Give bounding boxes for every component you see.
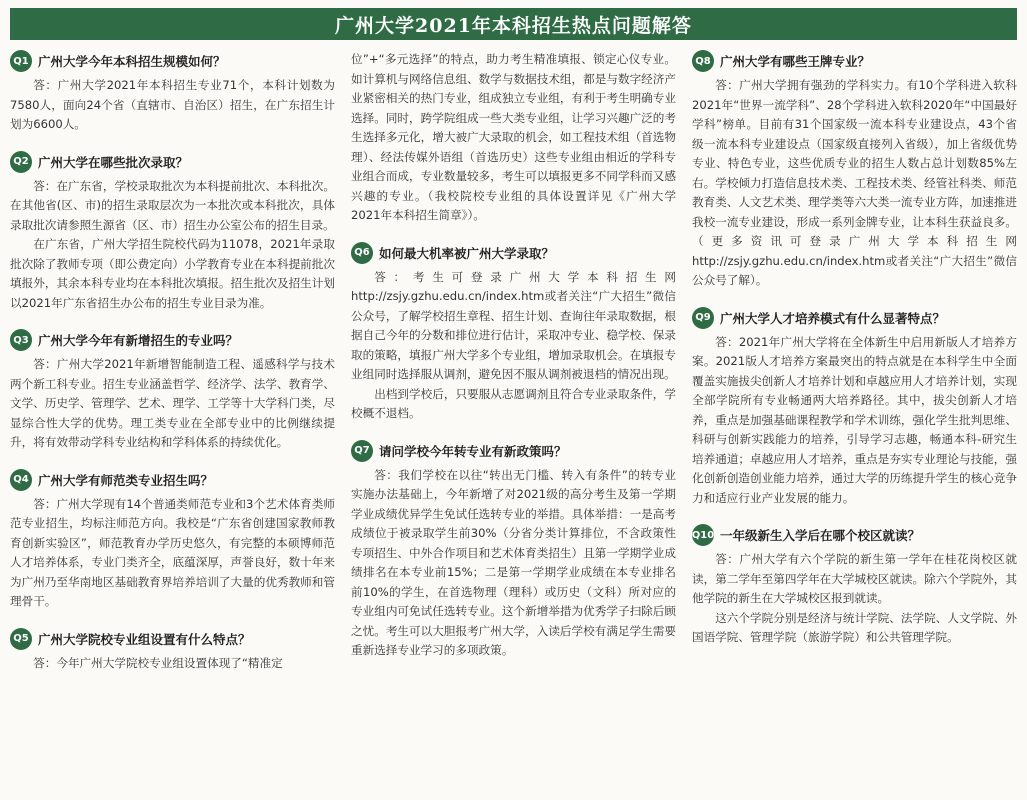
qa-item-q9: [692, 307, 1017, 509]
question-number-badge: Q8: [692, 50, 714, 72]
question-number-badge: Q9: [692, 307, 714, 329]
answer-text: 答：广州大学拥有强劲的学科实力。有10个学科进入软科2021年“世界一流学科”、28个学科进入软科2020年“中国最好学科”榜单。目前有31个国家级一流本科专业建设点，43个省级一流本科专业建设点（国家级直接列入省级），加上省级优势专业、特色专业，这些优质专业的招生人数占总计划数85%左右。学校倾力打造信息技术类、工程技术类、经管社科类、师范教育类、人文艺术类、理学类等六大类一流专业方阵，加速推进我校一流专业建设，形成一系列金牌专业，让本科生获益良多。（更多资讯可登录广州大学本科招生网http://zsjy.gzhu.edu.cn/index.htm或者关注“广大招生”微信公众号了解）。: [692, 78, 1017, 287]
answer-text: 答：在广东省，学校录取批次为本科提前批次、本科批次。在其他省(区、市)的招生录取层次为一本批次或本科批次，具体录取批次请参照生源省（区、市）招生办公室公布的招生目录。: [10, 178, 335, 232]
answer: [10, 495, 335, 612]
answer: [692, 550, 1017, 648]
qa-item-q4: [10, 469, 335, 612]
question-title: 广州大学今年有新增招生的专业吗？: [38, 333, 239, 348]
question-title: 广州大学有师范类专业招生吗？: [38, 472, 214, 488]
page-title: 广州大学2021年本科招生热点问题解答: [335, 14, 692, 37]
question-title: 广州大学院校专业组设置有什么特点？: [38, 631, 251, 647]
qa-item-q1: [10, 50, 335, 135]
answer-text-2: 这六个学院分别是经济与统计学院、法学院、人文学院、外国语学院、管理学院（旅游学院）和公共管理学院。: [692, 610, 1017, 644]
question-number-badge: Q5: [10, 628, 32, 650]
column-3: [692, 50, 1017, 689]
question-title: 广州大学有哪些王牌专业？: [720, 54, 871, 69]
question-title: 广州大学在哪些批次录取？: [38, 154, 189, 170]
question-number-badge: Q6: [351, 242, 373, 264]
qa-item-q7: [351, 440, 676, 661]
answer-continuation-q5: 位”+“多元选择”的特点，助力考生精准填报、锁定心仪专业。如计算机与网络信息组、数学与数据技术组，都是与数字经济产业紧密相关的热门专业，组成独立专业组，有利于考生明确专业选择。同时，跨学院组成一些大类专业组，让学习兴趣广泛的考生选择多元化，增大被广大录取的机会，如工程技术组（首选物理）、经法传媒外语组（首选历史）这些专业组由相近的学科专业组合而成，专业数量较多，考生可以填报更多不同学科而又感兴趣的专业。（我校院校专业组的具体设置详见《广州大学2021年本科招生简章》）。: [351, 52, 676, 222]
answer: [692, 76, 1017, 291]
question-title: 广州大学人才培养模式有什么显著特点？: [720, 310, 946, 326]
question-header: [10, 628, 335, 650]
question-header: [351, 440, 676, 462]
qa-item-q8: [692, 50, 1017, 291]
question-title: 请问学校今年转专业有新政策吗？: [379, 443, 567, 459]
question-number-badge: Q2: [10, 151, 32, 173]
question-header: [10, 50, 335, 72]
question-header: [10, 151, 335, 173]
answer: [351, 268, 676, 424]
question-title: 广州大学今年本科招生规模如何？: [38, 54, 226, 69]
question-header: [10, 329, 335, 351]
question-title: 一年级新生入学后在哪个校区就读？: [720, 528, 921, 543]
question-header: [351, 242, 676, 264]
column-1: [10, 50, 335, 689]
question-number-badge: Q7: [351, 440, 373, 462]
column-2: [351, 50, 676, 689]
page-banner: [10, 8, 1017, 40]
qa-item-q5: [10, 628, 335, 674]
qa-item-q10: [692, 524, 1017, 648]
question-header: [692, 50, 1017, 72]
question-number-badge: Q1: [10, 50, 32, 72]
answer: [692, 333, 1017, 509]
answer-text: 答：广州大学现有14个普通类师范专业和3个艺术体育类师范专业招生，均标注师范方向。我校是“广东省创建国家教师教育创新实验区”，师范教育办学历史悠久，有完整的本硕博师范人才培养体系，专业门类齐全，底蕴深厚，声誉良好，数十年来为广州乃至华南地区基础教育界培养培训了大量的优秀教师和管理骨干。: [10, 496, 335, 608]
answer: [10, 654, 335, 674]
question-number-badge: Q3: [10, 329, 32, 351]
answer: [351, 466, 676, 661]
answer-text: 答：我们学校在以往“转出无门槛、转入有条件”的转专业实施办法基础上，今年新增了对2021级的高分考生及第一学期学业成绩优异学生免试任选转专业的举措。具体举措：一是高考成绩位于被录取学生前30%（分省分类计算排位，不含政策性专项招生、中外合作项目和艺术体育类招生）且第一学期学业成绩排名在本专业前15%；二是第一学期学业成绩在本专业排名前10%的学生，在首选物理（理科）或历史（文科）所对应的专业组内可免试任选转专业。这个新增举措为优秀学子扫除后顾之忧。考生可以大胆报考广州大学，入读后学校有满足学生需要重新选择专业学习的多项政策。: [351, 467, 676, 657]
answer: [10, 177, 335, 314]
answer-text-2: 在广东省，广州大学招生院校代码为11078，2021年录取批次除了教师专项（即公费定向）小学教育专业在本科提前批次填报外，其余本科专业均在本科批次填报。招生批次及招生计划以2021年广东省招生办公布的招生专业目录为准。: [10, 237, 335, 310]
question-header: [10, 469, 335, 491]
article-columns: [10, 50, 1017, 689]
answer-text-2: 出档到学校后，只要服从志愿调剂且符合专业录取条件，学校概不退档。: [351, 386, 676, 420]
answer: [10, 76, 335, 135]
answer: [10, 355, 335, 453]
qa-item-q3: [10, 329, 335, 453]
answer-text: 答：广州大学2021年新增智能制造工程、遥感科学与技术两个新工科专业。招生专业涵盖哲学、经济学、法学、教育学、文学、历史学、管理学、艺术、理学、工学等十大学科门类，尽显综合性大学的优势。理工类专业在全部专业中的比例继续提升，将有效带动学科专业结构和学科体系的持续优化。: [10, 357, 335, 449]
question-number-badge: Q4: [10, 469, 32, 491]
answer-text: 答：考生可登录广州大学本科招生网http://zsjy.gzhu.edu.cn/index.htm或者关注“广大招生”微信公众号，了解学校招生章程、招生计划、查询往年录取数据，根据自己今年的分数和排位进行估计，采取冲专业、稳学校、保录取的策略，填报广州大学多个专业组，增加录取机会。在填报专业组同时选择服从调剂，避免因不服从调剂被退档的情况出现。: [351, 269, 676, 381]
qa-item-q6: [351, 242, 676, 424]
question-title: 如何最大机率被广州大学录取？: [379, 245, 555, 261]
question-header: [692, 307, 1017, 329]
question-header: [692, 524, 1017, 546]
qa-item-q2: [10, 151, 335, 314]
answer-text: 答：今年广州大学院校专业组设置体现了“精准定: [33, 655, 283, 670]
answer-text: 答：2021年广州大学将在全体新生中启用新版人才培养方案。2021版人才培养方案最突出的特点就是在本科学生中全面覆盖实施拔尖创新人才培养计划和卓越应用人才培养计划，实现全部学院所有专业畅通两大培养路径。其中，拔尖创新人才培养，重点是加强基础课程教学和学术训练，强化学生批判思维、科研与创新实践能力的培养，引导学习志趣，畅通本科-研究生培养通道；卓越应用人才培养，重点是夯实专业理论与技能，强化创新创造创业能力培养，通过大学的历练提升学生的核心竞争力和适应行业产业发展的能力。: [692, 334, 1017, 505]
answer-text: 答：广州大学2021年本科招生专业71个，本科计划数为7580人，面向24个省（直辖市、自治区）招生，在广东招生计划为6600人。: [10, 78, 335, 131]
answer-text: 答：广州大学有六个学院的新生第一学年在桂花岗校区就读，第二学年至第四学年在大学城校区就读。除六个学院外，其他学院的新生在大学城校区报到就读。: [692, 552, 1017, 605]
question-number-badge: Q10: [692, 524, 714, 546]
